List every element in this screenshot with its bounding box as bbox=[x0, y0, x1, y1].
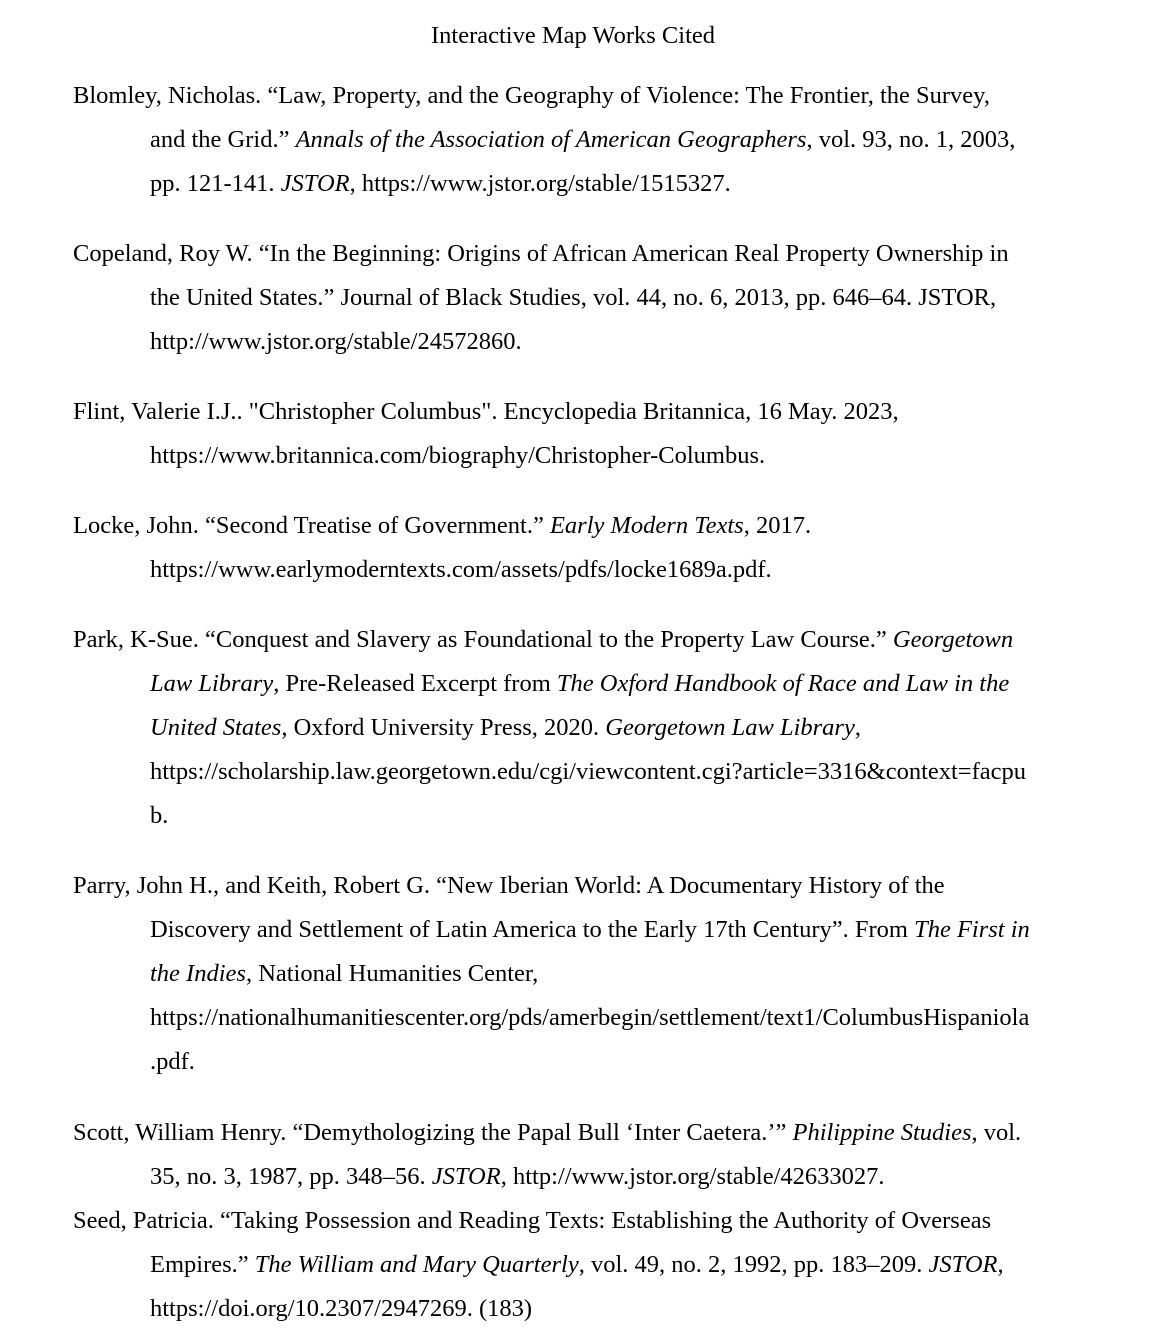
citation-text: https://scholarship.law.georgetown.edu/cgi/viewcontent.cgi?article=3316&context=facpu bbox=[150, 758, 1027, 785]
citation-text: Blomley, Nicholas. “Law, Property, and the Geography of Violence: The Frontier, the Survey, bbox=[73, 82, 990, 109]
citation-italic-text: Georgetown Law Library bbox=[605, 714, 855, 741]
citation-text: , vol. 93, no. 1, 2003, bbox=[806, 126, 1016, 153]
citation-text: , 2017. bbox=[743, 512, 812, 539]
citation-text: the United States.” Journal of Black Studies, vol. 44, no. 6, 2013, pp. 646–64. JSTOR, bbox=[150, 284, 997, 311]
citation-italic-text: United States bbox=[150, 714, 282, 741]
citation-text: Locke, John. “Second Treatise of Government.” bbox=[73, 512, 550, 539]
citation-line bbox=[73, 74, 1150, 118]
citation-italic-text: JSTOR bbox=[928, 1251, 998, 1278]
citation-entry bbox=[73, 232, 1150, 364]
citation-line bbox=[73, 232, 1150, 276]
citation-line bbox=[150, 548, 1150, 592]
citation-line bbox=[150, 750, 1150, 794]
citation-line bbox=[150, 162, 1150, 206]
citation-text: 35, no. 3, 1987, pp. 348–56. bbox=[150, 1163, 432, 1190]
citation-line bbox=[73, 1111, 1150, 1155]
citation-line bbox=[150, 1155, 1150, 1199]
citation-text: and the Grid.” bbox=[150, 126, 296, 153]
citation-entry bbox=[73, 504, 1150, 592]
citation-text: , http://www.jstor.org/stable/42633027. bbox=[500, 1163, 885, 1190]
citation-text: , https://www.jstor.org/stable/1515327. bbox=[349, 170, 731, 197]
citation-text: , National Humanities Center, bbox=[245, 960, 539, 987]
citation-text: Parry, John H., and Keith, Robert G. “New Iberian World: A Documentary History of the bbox=[73, 872, 945, 899]
citation-italic-text: Early Modern Texts bbox=[549, 512, 744, 539]
citation-italic-text: The William and Mary Quarterly bbox=[254, 1251, 579, 1278]
citation-text: Seed, Patricia. “Taking Possession and Reading Texts: Establishing the Authority of Overseas bbox=[73, 1207, 992, 1234]
citation-text: Park, K-Sue. “Conquest and Slavery as Foundational to the Property Law Course.” bbox=[73, 626, 893, 653]
citation-text: http://www.jstor.org/stable/24572860. bbox=[150, 328, 522, 355]
citation-text: .pdf. bbox=[150, 1048, 195, 1075]
citation-italic-text: The Oxford Handbook of Race and Law in the bbox=[556, 670, 1010, 697]
citation-line bbox=[150, 434, 1150, 478]
citation-line bbox=[73, 504, 1150, 548]
citation-text: , bbox=[997, 1251, 1004, 1278]
citation-text: https://www.earlymoderntexts.com/assets/pdfs/locke1689a.pdf. bbox=[150, 556, 772, 583]
citation-line bbox=[150, 320, 1150, 364]
citation-text: Empires.” bbox=[150, 1251, 255, 1278]
citation-italic-text: Annals of the Association of American Geographers bbox=[295, 126, 807, 153]
citation-entry bbox=[73, 618, 1150, 838]
citation-text: https://doi.org/10.2307/2947269. (183) bbox=[150, 1295, 533, 1322]
citation-italic-text: JSTOR bbox=[431, 1163, 501, 1190]
citation-entry bbox=[73, 390, 1150, 478]
citation-italic-text: the Indies bbox=[150, 960, 246, 987]
citation-line bbox=[150, 996, 1150, 1040]
citation-text: , vol. 49, no. 2, 1992, pp. 183–209. bbox=[578, 1251, 929, 1278]
citation-italic-text: The First in bbox=[914, 916, 1030, 943]
citation-line bbox=[150, 706, 1150, 750]
citation-entry bbox=[73, 1199, 1150, 1331]
citation-line bbox=[150, 276, 1150, 320]
citation-text: Copeland, Roy W. “In the Beginning: Origins of African American Real Property Ownership in bbox=[73, 240, 1009, 267]
citation-text: pp. 121-141. bbox=[150, 170, 281, 197]
citation-text: https://nationalhumanitiescenter.org/pds/amerbegin/settlement/text1/ColumbusHispaniola bbox=[150, 1004, 1030, 1031]
citation-text: , Oxford University Press, 2020. bbox=[281, 714, 606, 741]
citation-line bbox=[150, 1243, 1150, 1287]
citation-line bbox=[73, 1199, 1150, 1243]
citation-line bbox=[150, 1287, 1150, 1331]
citation-text: Discovery and Settlement of Latin America to the Early 17th Century”. From bbox=[150, 916, 915, 943]
citation-italic-text: Georgetown bbox=[892, 626, 1014, 653]
citation-entry bbox=[73, 1111, 1150, 1199]
citation-italic-text: Law Library bbox=[150, 670, 274, 697]
citation-line bbox=[150, 118, 1150, 162]
citation-text: , bbox=[854, 714, 861, 741]
citation-entry bbox=[73, 864, 1150, 1084]
citation-text: https://www.britannica.com/biography/Christopher-Columbus. bbox=[150, 442, 766, 469]
citation-italic-text: JSTOR bbox=[280, 170, 350, 197]
citation-text: b. bbox=[150, 802, 169, 829]
citation-line bbox=[73, 390, 1150, 434]
citation-entry bbox=[73, 74, 1150, 206]
citation-line bbox=[150, 1040, 1150, 1084]
citation-line bbox=[150, 952, 1150, 996]
citation-line bbox=[150, 908, 1150, 952]
page-title: Interactive Map Works Cited bbox=[430, 22, 715, 49]
citation-text: Scott, William Henry. “Demythologizing the Papal Bull ‘Inter Caetera.’” bbox=[73, 1119, 793, 1146]
citation-text: , vol. bbox=[971, 1119, 1022, 1146]
citation-line bbox=[73, 618, 1150, 662]
citation-italic-text: Philippine Studies bbox=[792, 1119, 972, 1146]
citation-line bbox=[73, 864, 1150, 908]
citation-line bbox=[150, 662, 1150, 706]
citation-line bbox=[150, 794, 1150, 838]
citation-text: Flint, Valerie I.J.. "Christopher Columbus". Encyclopedia Britannica, 16 May. 2023, bbox=[73, 398, 899, 425]
citation-text: , Pre-Released Excerpt from bbox=[273, 670, 557, 697]
